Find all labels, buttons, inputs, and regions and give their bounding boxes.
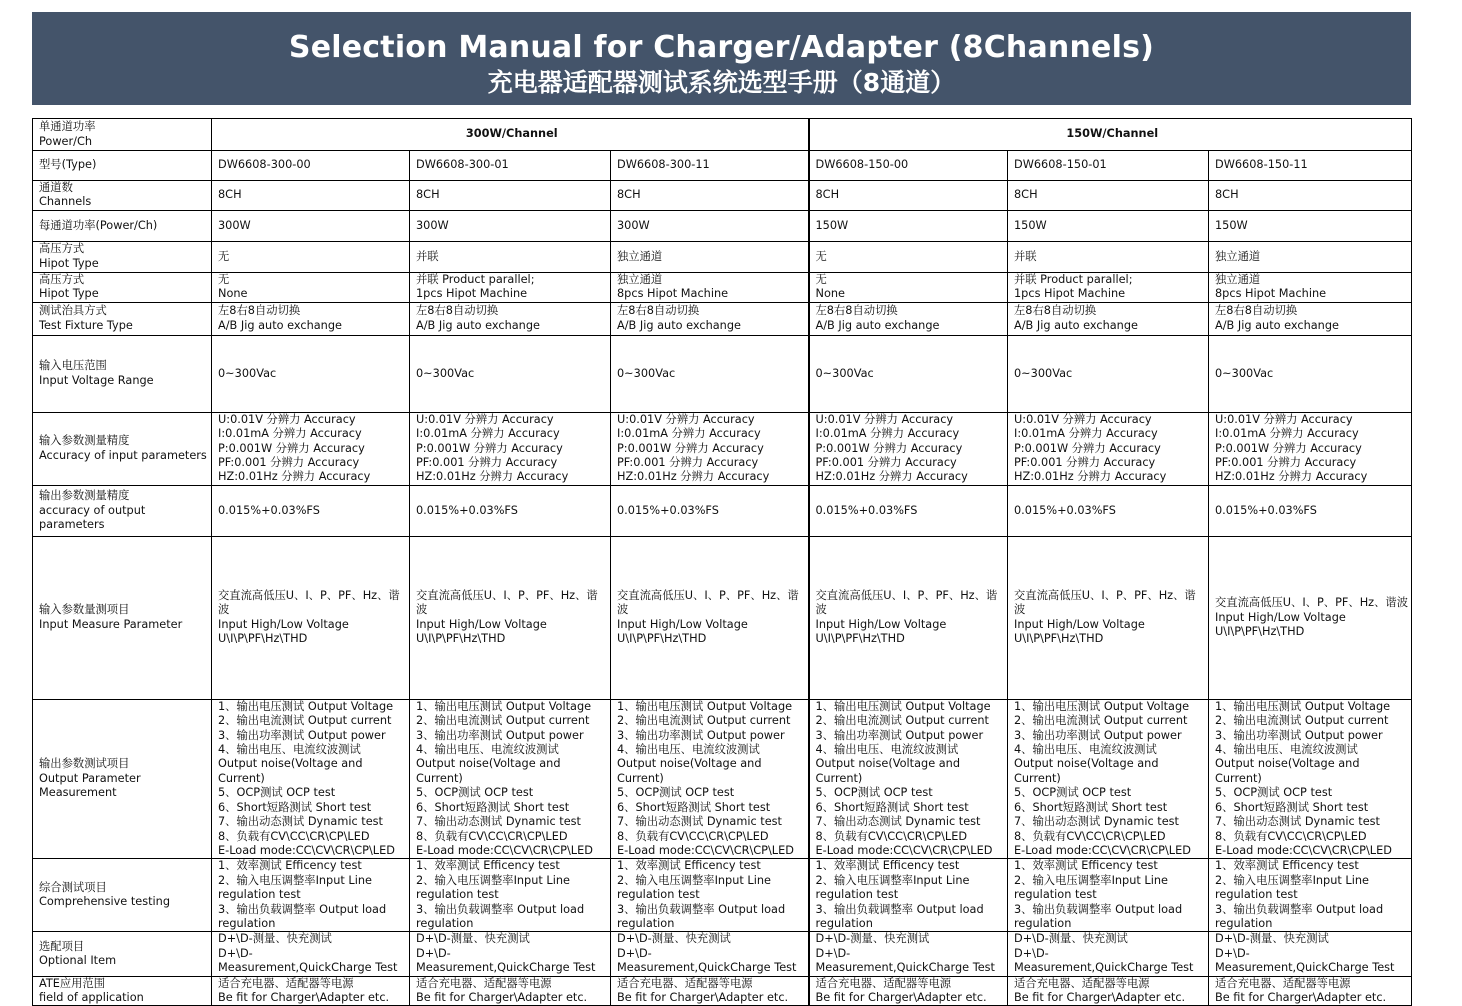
group-header-150w: 150W/Channel [809,119,1412,151]
table-cell: 适合充电器、适配器等电源 Be fit for Charger\Adapter etc. [611,976,809,1006]
table-row [33,412,1412,485]
table-cell: DW6608-150-01 [1008,151,1209,181]
table-cell: 0.015%+0.03%FS [410,485,611,536]
table-cell: 适合充电器、适配器等电源 Be fit for Charger\Adapter etc. [212,976,410,1006]
table-cell: 无 None [809,272,1008,302]
row-label: 型号(Type) [33,151,212,181]
table-cell: 0~300Vac [611,335,809,412]
table-cell: 左8右8自动切换 A/B Jig auto exchange [410,302,611,335]
table-cell: 1、输出电压测试 Output Voltage 2、输出电流测试 Output current 3、输出功率测试 Output power 4、输出电压、电流纹波测试 Output noise(Voltage and Current) 5、OCP测试 OCP test 6、Short短路测试 Short test 7、输出动态测试 Dynamic test 8、负载有CV\CC\CR\CP\LED E-Load mode:CC\CV\CR\CP\LED [212,699,410,858]
table-cell: 适合充电器、适配器等电源 Be fit for Charger\Adapter etc. [809,976,1008,1006]
table-cell: 1、输出电压测试 Output Voltage 2、输出电流测试 Output current 3、输出功率测试 Output power 4、输出电压、电流纹波测试 Output noise(Voltage and Current) 5、OCP测试 OCP test 6、Short短路测试 Short test 7、输出动态测试 Dynamic test 8、负载有CV\CC\CR\CP\LED E-Load mode:CC\CV\CR\CP\LED [1008,699,1209,858]
table-cell: U:0.01V 分辨力 Accuracy I:0.01mA 分辨力 Accuracy P:0.001W 分辨力 Accuracy PF:0.001 分辨力 Accuracy HZ:0.01Hz 分辨力 Accuracy [809,412,1008,485]
table-cell: 0.015%+0.03%FS [212,485,410,536]
table-cell: 交直流高低压U、I、P、PF、Hz、谐波 Input High/Low Voltage U\I\P\PF\Hz\THD [1008,536,1209,699]
title-chinese: 充电器适配器测试系统选型手册（8通道） [487,68,956,97]
table-cell: 无 [809,241,1008,272]
table-cell: 1、输出电压测试 Output Voltage 2、输出电流测试 Output current 3、输出功率测试 Output power 4、输出电压、电流纹波测试 Output noise(Voltage and Current) 5、OCP测试 OCP test 6、Short短路测试 Short test 7、输出动态测试 Dynamic test 8、负载有CV\CC\CR\CP\LED E-Load mode:CC\CV\CR\CP\LED [611,699,809,858]
table-cell: 适合充电器、适配器等电源 Be fit for Charger\Adapter etc. [410,976,611,1006]
row-label: 选配项目 Optional Item [33,932,212,976]
table-row [33,976,1412,1006]
table-cell: 8CH [809,181,1008,211]
table-row [33,536,1412,699]
row-label: 通道数 Channels [33,181,212,211]
row-label: 输入电压范围 Input Voltage Range [33,335,212,412]
table-cell: 1、输出电压测试 Output Voltage 2、输出电流测试 Output current 3、输出功率测试 Output power 4、输出电压、电流纹波测试 Output noise(Voltage and Current) 5、OCP测试 OCP test 6、Short短路测试 Short test 7、输出动态测试 Dynamic test 8、负载有CV\CC\CR\CP\LED E-Load mode:CC\CV\CR\CP\LED [809,699,1008,858]
table-cell: 0.015%+0.03%FS [611,485,809,536]
table-row [33,181,1412,211]
table-row [33,302,1412,335]
table-cell: D+\D-测量、快充测试 D+\D- Measurement,QuickCharge Test [212,932,410,976]
table-cell: DW6608-300-01 [410,151,611,181]
table-cell: 8CH [212,181,410,211]
table-cell: D+\D-测量、快充测试 D+\D- Measurement,QuickCharge Test [1209,932,1412,976]
table-row [33,210,1412,241]
row-label: 输出参数测量精度 accuracy of output parameters [33,485,212,536]
table-cell: 1、效率测试 Efficency test 2、输入电压调整率Input Line regulation test 3、输出负载调整率 Output load regulation [212,859,410,932]
table-cell: 适合充电器、适配器等电源 Be fit for Charger\Adapter etc. [1008,976,1209,1006]
table-cell: 0.015%+0.03%FS [1008,485,1209,536]
table-cell: 8CH [1008,181,1209,211]
table-cell: 8CH [611,181,809,211]
table-cell: 0~300Vac [410,335,611,412]
row-label: 综合测试项目 Comprehensive testing [33,859,212,932]
table-cell: 0.015%+0.03%FS [1209,485,1412,536]
table-cell: 无 None [212,272,410,302]
table-cell: DW6608-300-11 [611,151,809,181]
row-label: 单通道功率 Power/Ch [33,119,212,151]
title-english: Selection Manual for Charger/Adapter (8Channels) [288,30,1155,65]
table-body [33,119,1412,1006]
table-cell: U:0.01V 分辨力 Accuracy I:0.01mA 分辨力 Accuracy P:0.001W 分辨力 Accuracy PF:0.001 分辨力 Accuracy HZ:0.01Hz 分辨力 Accuracy [611,412,809,485]
table-cell: 300W [212,210,410,241]
table-cell: 左8右8自动切换 A/B Jig auto exchange [1209,302,1412,335]
table-cell: 交直流高低压U、I、P、PF、Hz、谐波 Input High/Low Voltage U\I\P\PF\Hz\THD [1209,536,1412,699]
table-row [33,335,1412,412]
table-cell: U:0.01V 分辨力 Accuracy I:0.01mA 分辨力 Accuracy P:0.001W 分辨力 Accuracy PF:0.001 分辨力 Accuracy HZ:0.01Hz 分辨力 Accuracy [410,412,611,485]
row-label: 输入参数量测项目 Input Measure Parameter [33,536,212,699]
table-cell: 独立通道 [1209,241,1412,272]
row-label: ATE应用范围 field of application [33,976,212,1006]
table-row [33,699,1412,858]
table-cell: D+\D-测量、快充测试 D+\D- Measurement,QuickCharge Test [1008,932,1209,976]
row-label: 测试治具方式 Test Fixture Type [33,302,212,335]
table-cell: 独立通道 8pcs Hipot Machine [1209,272,1412,302]
row-label: 每通道功率(Power/Ch) [33,210,212,241]
table-cell: D+\D-测量、快充测试 D+\D- Measurement,QuickCharge Test [611,932,809,976]
table-cell: 无 [212,241,410,272]
table-cell: DW6608-300-00 [212,151,410,181]
table-cell: 1、效率测试 Efficency test 2、输入电压调整率Input Line regulation test 3、输出负载调整率 Output load regulation [611,859,809,932]
row-label: 高压方式 Hipot Type [33,272,212,302]
row-label: 输出参数测试项目 Output Parameter Measurement [33,699,212,858]
table-cell: 并联 Product parallel; 1pcs Hipot Machine [410,272,611,302]
table-cell: 1、效率测试 Efficency test 2、输入电压调整率Input Line regulation test 3、输出负载调整率 Output load regulation [1209,859,1412,932]
table-cell: 并联 Product parallel; 1pcs Hipot Machine [1008,272,1209,302]
table-cell: 300W [410,210,611,241]
table-cell: 0~300Vac [1008,335,1209,412]
table-cell: 0~300Vac [212,335,410,412]
group-header-300w: 300W/Channel [212,119,809,151]
table-cell: 独立通道 [611,241,809,272]
table-cell: D+\D-测量、快充测试 D+\D- Measurement,QuickCharge Test [809,932,1008,976]
table-row [33,151,1412,181]
table-cell: U:0.01V 分辨力 Accuracy I:0.01mA 分辨力 Accuracy P:0.001W 分辨力 Accuracy PF:0.001 分辨力 Accuracy HZ:0.01Hz 分辨力 Accuracy [1008,412,1209,485]
table-cell: DW6608-150-11 [1209,151,1412,181]
row-label: 高压方式 Hipot Type [33,241,212,272]
table-cell: 交直流高低压U、I、P、PF、Hz、谐波 Input High/Low Voltage U\I\P\PF\Hz\THD [212,536,410,699]
table-row [33,241,1412,272]
title-banner [32,12,1411,105]
table-cell: 1、输出电压测试 Output Voltage 2、输出电流测试 Output current 3、输出功率测试 Output power 4、输出电压、电流纹波测试 Output noise(Voltage and Current) 5、OCP测试 OCP test 6、Short短路测试 Short test 7、输出动态测试 Dynamic test 8、负载有CV\CC\CR\CP\LED E-Load mode:CC\CV\CR\CP\LED [1209,699,1412,858]
table-cell: 1、效率测试 Efficency test 2、输入电压调整率Input Line regulation test 3、输出负载调整率 Output load regulation [1008,859,1209,932]
table-cell: 8CH [1209,181,1412,211]
table-cell: 150W [809,210,1008,241]
table-cell: 1、效率测试 Efficency test 2、输入电压调整率Input Line regulation test 3、输出负载调整率 Output load regulation [410,859,611,932]
table-cell: 适合充电器、适配器等电源 Be fit for Charger\Adapter etc. [1209,976,1412,1006]
table-cell: 交直流高低压U、I、P、PF、Hz、谐波 Input High/Low Voltage U\I\P\PF\Hz\THD [809,536,1008,699]
table-cell: 并联 [410,241,611,272]
table-cell: 0~300Vac [809,335,1008,412]
selection-table [32,118,1412,1006]
table-cell: 并联 [1008,241,1209,272]
table-cell: 左8右8自动切换 A/B Jig auto exchange [1008,302,1209,335]
table-cell: 150W [1008,210,1209,241]
table-cell: DW6608-150-00 [809,151,1008,181]
table-row [33,859,1412,932]
table-cell: U:0.01V 分辨力 Accuracy I:0.01mA 分辨力 Accuracy P:0.001W 分辨力 Accuracy PF:0.001 分辨力 Accuracy HZ:0.01Hz 分辨力 Accuracy [1209,412,1412,485]
table-cell: 150W [1209,210,1412,241]
table-cell: 8CH [410,181,611,211]
table-cell: 0~300Vac [1209,335,1412,412]
table-cell: D+\D-测量、快充测试 D+\D- Measurement,QuickCharge Test [410,932,611,976]
table-cell: 左8右8自动切换 A/B Jig auto exchange [809,302,1008,335]
table-cell: 左8右8自动切换 A/B Jig auto exchange [212,302,410,335]
table-cell: U:0.01V 分辨力 Accuracy I:0.01mA 分辨力 Accuracy P:0.001W 分辨力 Accuracy PF:0.001 分辨力 Accuracy HZ:0.01Hz 分辨力 Accuracy [212,412,410,485]
table-row [33,932,1412,976]
table-cell: 交直流高低压U、I、P、PF、Hz、谐波 Input High/Low Voltage U\I\P\PF\Hz\THD [611,536,809,699]
table-cell: 0.015%+0.03%FS [809,485,1008,536]
table-cell: 左8右8自动切换 A/B Jig auto exchange [611,302,809,335]
header-row [33,119,1412,151]
table-cell: 交直流高低压U、I、P、PF、Hz、谐波 Input High/Low Voltage U\I\P\PF\Hz\THD [410,536,611,699]
table-cell: 1、效率测试 Efficency test 2、输入电压调整率Input Line regulation test 3、输出负载调整率 Output load regulation [809,859,1008,932]
table-cell: 独立通道 8pcs Hipot Machine [611,272,809,302]
table-row [33,272,1412,302]
table-cell: 300W [611,210,809,241]
table-row [33,485,1412,536]
table-cell: 1、输出电压测试 Output Voltage 2、输出电流测试 Output current 3、输出功率测试 Output power 4、输出电压、电流纹波测试 Output noise(Voltage and Current) 5、OCP测试 OCP test 6、Short短路测试 Short test 7、输出动态测试 Dynamic test 8、负载有CV\CC\CR\CP\LED E-Load mode:CC\CV\CR\CP\LED [410,699,611,858]
row-label: 输入参数测量精度 Accuracy of input parameters [33,412,212,485]
